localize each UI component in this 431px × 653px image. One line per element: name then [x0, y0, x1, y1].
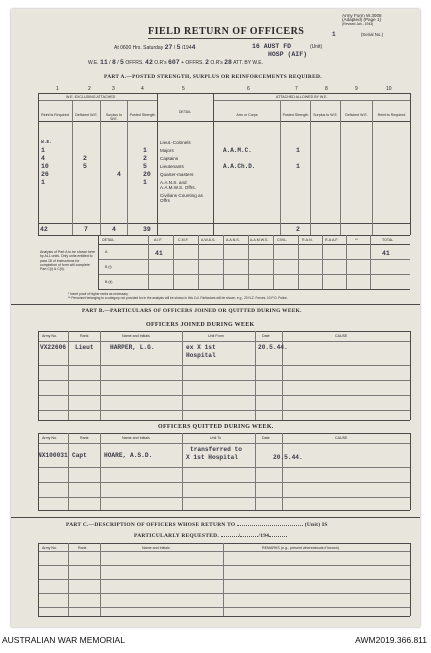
- part-c-unit-label: (Unit) IS: [304, 522, 328, 528]
- page-title: FIELD RETURN OF OFFICERS: [148, 26, 305, 37]
- analysis-h-total: TOTAL: [382, 238, 394, 242]
- joined-h-name: Name and Initials: [122, 334, 150, 338]
- analysis-h-detail: DETAIL: [102, 238, 115, 242]
- establishment-line: W.E. 11 / 8 / 5 OFFRS. 42 O.R's 607 + OFFRS. 2 O.R's 28 ATT. BY W.E.: [88, 59, 263, 66]
- col-num-4: 4: [141, 86, 144, 92]
- part-b-title: PART B.—PARTICULARS OF OFFICERS JOINED OR QUITTED DURING WEEK.: [82, 308, 302, 314]
- col4-header: Posted Strength: [129, 113, 156, 117]
- analysis-footnote-1: * Insert proof of higher ranks as necessary.: [68, 292, 129, 296]
- analysis-h-aamws: A.A.M.W.S.: [250, 238, 269, 242]
- col4-majors: 2: [143, 155, 147, 162]
- date-year-suffix: 4: [191, 44, 196, 51]
- analysis-h-aans: A.A.N.S.: [226, 238, 240, 242]
- col2-header: Deficient W.E.: [75, 113, 98, 117]
- analysis-note: Analysis of Part A to be shown here by ALL units. Only units entitled to para 18 of instructions for completion of form will complete Part C(i) & C(ii).: [40, 250, 96, 272]
- form-ref-line2: (Adapted) (Page 1): [342, 17, 382, 23]
- quitted-unit-2: X 1st Hospital: [186, 454, 238, 461]
- part-c-requested: PARTICULARLY REQUESTED.: [134, 533, 219, 539]
- serial-number: [332, 32, 383, 37]
- detail-aans: A.A.N.S. and A.A.M.W.S. Offrs.: [160, 180, 196, 190]
- col1-ltcol: 1: [41, 147, 45, 154]
- offrs-att-value: 2: [205, 59, 210, 66]
- part-c-h-name: Name and Initials: [142, 546, 170, 550]
- joined-h-armyno: Army No.: [42, 334, 57, 338]
- analysis-h-other: **: [355, 238, 358, 242]
- part-c-year: /194: [258, 533, 270, 539]
- offrs-value: 42: [145, 59, 153, 66]
- joined-h-unit: Unit From: [208, 334, 224, 338]
- quitted-name: HOARE, A.S.D.: [104, 452, 153, 459]
- col8-header: Surplus to W.E.: [313, 113, 338, 117]
- we-excluding-attached-header: W.E. EXCLUDING ATTACHED: [66, 95, 116, 99]
- analysis-footnote-2: ** Personnel belonging to a category not provided for in the analysis will be shown in this Col. Particulars will be shown, e.g., 20 N.Z. Forces, 10 P.O. Police.: [68, 296, 288, 300]
- part-c-h-armyno: Army No.: [42, 546, 57, 550]
- col3-header: Surplus to W.E.: [105, 113, 123, 122]
- col1-we: W.E.: [41, 140, 53, 145]
- quitted-rank: Capt: [72, 452, 87, 459]
- date-day: 27: [164, 44, 173, 51]
- footer-accession: AWM2019.366.811: [355, 635, 427, 645]
- joined-name: HARPER, L.G.: [110, 344, 155, 351]
- col-num-10: 10: [386, 86, 392, 92]
- col-num-9: 9: [355, 86, 358, 92]
- joined-title: OFFICERS JOINED DURING WEEK: [146, 322, 255, 328]
- quitted-h-name: Name and Initials: [122, 436, 150, 440]
- unit-value-2: HOSP (AIF): [268, 51, 308, 58]
- ors-att-label: O.R's: [210, 60, 223, 66]
- joined-unit-1: ex X 1st: [186, 344, 216, 351]
- col4-values: [143, 147, 151, 187]
- col1-qm: 1: [41, 179, 45, 186]
- part-c-title-text: PART C.—DESCRIPTION OF OFFICERS WHOSE RETURN TO: [66, 522, 236, 528]
- detail-ltcol: Lieut.-Colonels: [160, 140, 191, 145]
- joined-unit-2: Hospital: [186, 352, 216, 359]
- col6-aachd: A.A.Ch.D.: [223, 163, 256, 170]
- attached-allowed-header: ATTACHED ALLOWED BY W.E.: [276, 95, 328, 99]
- we-value-a: 11: [99, 59, 108, 66]
- detail-lieutenants: Lieutenants: [160, 164, 184, 169]
- quitted-h-cause: CAUSE: [335, 436, 348, 440]
- col-num-5: 5: [182, 86, 185, 92]
- col2-majors: 2: [83, 155, 87, 162]
- analysis-h-awas: A.W.A.S.: [201, 238, 216, 242]
- detail-list: [160, 139, 210, 203]
- total-col7: 2: [296, 226, 300, 233]
- quitted-h-unit: Unit To: [210, 436, 222, 440]
- joined-armyno: VX22606: [40, 344, 66, 351]
- col4-qm: 1: [143, 179, 147, 186]
- col-num-1: 1: [56, 86, 59, 92]
- we-value-c: 5: [120, 59, 124, 66]
- col9-header: Deficient W.E.: [345, 113, 368, 117]
- quitted-h-date: Date: [262, 436, 270, 440]
- col10-header: Reinf.ts Required: [377, 113, 406, 117]
- quitted-armyno: NX100031: [38, 452, 68, 459]
- serial-value: 1: [332, 31, 336, 38]
- form-ref-line3: (Revised Jan., 1943): [342, 22, 374, 27]
- col-num-8: 8: [325, 86, 328, 92]
- analysis-h-raaf: R.A.A.F.: [325, 238, 339, 242]
- total-col3: 4: [112, 226, 116, 233]
- analysis-h-aif: A.I.F.: [154, 238, 163, 242]
- col-num-3: 3: [112, 86, 115, 92]
- col7-aachd: 1: [296, 163, 300, 170]
- part-c-title-2: PARTICULARLY REQUESTED. / /194: [134, 533, 287, 539]
- col1-majors: 4: [41, 155, 45, 162]
- detail-majors: Majors: [160, 148, 174, 153]
- date-line-prefix: At 0600 Hrs. Saturday: [114, 45, 164, 51]
- serial-label: (Serial No.): [360, 32, 384, 37]
- joined-date: 20.5.44.: [258, 344, 288, 351]
- unit-value-1: 16 AUST FD: [252, 43, 292, 50]
- part-c-title-1: [66, 522, 328, 528]
- quitted-date: 20.5.44.: [273, 454, 303, 461]
- col2-captains: 5: [83, 163, 87, 170]
- part-c-h-remarks: REMARKS (e.g., present whereabouts if known): [262, 546, 339, 550]
- analysis-row-bi: B (i): [105, 265, 112, 269]
- detail-qm: Quarter-masters: [160, 172, 194, 177]
- form-ref-line1: Army Form W.3008: [342, 13, 382, 18]
- joined-h-date: Date: [262, 334, 270, 338]
- quitted-h-rank: Rank: [80, 436, 89, 440]
- quitted-title: OFFICERS QUITTED DURING WEEK.: [158, 424, 274, 430]
- col3-lieuts: 4: [117, 171, 121, 178]
- unit-label: (Unit): [310, 44, 323, 50]
- ors-label: O.R's: [154, 60, 167, 66]
- col1-header: Reinf.ts Required: [41, 113, 69, 117]
- we-label: W.E.: [88, 60, 99, 66]
- part-a-title: PART A.—POSTED STRENGTH, SURPLUS OR REINFORCEMENTS REQUIRED.: [104, 74, 322, 80]
- offrs-label: OFFRS.: [125, 60, 144, 66]
- col4-captains: 5: [143, 163, 147, 170]
- footer-credit: AUSTRALIAN WAR MEMORIAL: [2, 635, 125, 645]
- analysis-row-a: A: [105, 250, 108, 254]
- joined-h-cause: CAUSE: [335, 334, 348, 338]
- analysis-aif-a: 41: [155, 250, 163, 257]
- col6-aamc: A.A.M.C.: [223, 147, 252, 154]
- col6-header: Arm or Corps: [236, 113, 258, 117]
- col2-values: [83, 155, 87, 171]
- total-col4: 39: [143, 226, 151, 233]
- col1-lieuts: 26: [41, 171, 49, 178]
- quitted-h-armyno: Army No.: [42, 436, 57, 440]
- col-num-2: 2: [88, 86, 91, 92]
- joined-h-rank: Rank: [80, 334, 89, 338]
- col1-captains: 10: [41, 163, 49, 170]
- col1-values: [41, 139, 52, 187]
- form-reference: [342, 14, 382, 27]
- joined-rank: Lieut: [75, 344, 94, 351]
- analysis-row-bii: B (ii): [105, 280, 113, 284]
- detail-civilians: Civilians Counting as Offrs: [160, 193, 203, 203]
- part-c-h-rank: Rank: [78, 546, 87, 550]
- ors-value: 607: [167, 59, 180, 66]
- col-num-6: 6: [247, 86, 250, 92]
- date-line: At 0600 Hrs. Saturday 27 / 5 /1944: [114, 44, 196, 51]
- detail-captains: Captains: [160, 156, 179, 161]
- col5-header: DETAIL: [178, 110, 192, 114]
- ors-att-value: 28: [224, 59, 232, 66]
- quitted-unit-1: transferred to: [190, 446, 242, 453]
- att-label: ATT. BY W.E.: [233, 60, 263, 66]
- total-col2: 7: [84, 226, 88, 233]
- offrs-att-label: + OFFRS.: [181, 60, 204, 66]
- we-value-b: 8: [111, 59, 116, 66]
- analysis-total-a: 41: [382, 250, 390, 257]
- col7-aamc: 1: [296, 147, 300, 154]
- analysis-h-civil: CIVIL.: [277, 238, 287, 242]
- date-month: 5: [176, 44, 181, 51]
- date-year-prefix: /194: [181, 45, 192, 51]
- col7-header: Posted Strength: [282, 113, 309, 117]
- col-num-7: 7: [295, 86, 298, 92]
- col4-lieuts: 20: [143, 171, 151, 178]
- analysis-h-ran: R.A.N.: [302, 238, 313, 242]
- total-col1: 42: [40, 226, 48, 233]
- col4-ltcol: 1: [143, 147, 147, 154]
- analysis-h-cmf: C.M.F.: [178, 238, 189, 242]
